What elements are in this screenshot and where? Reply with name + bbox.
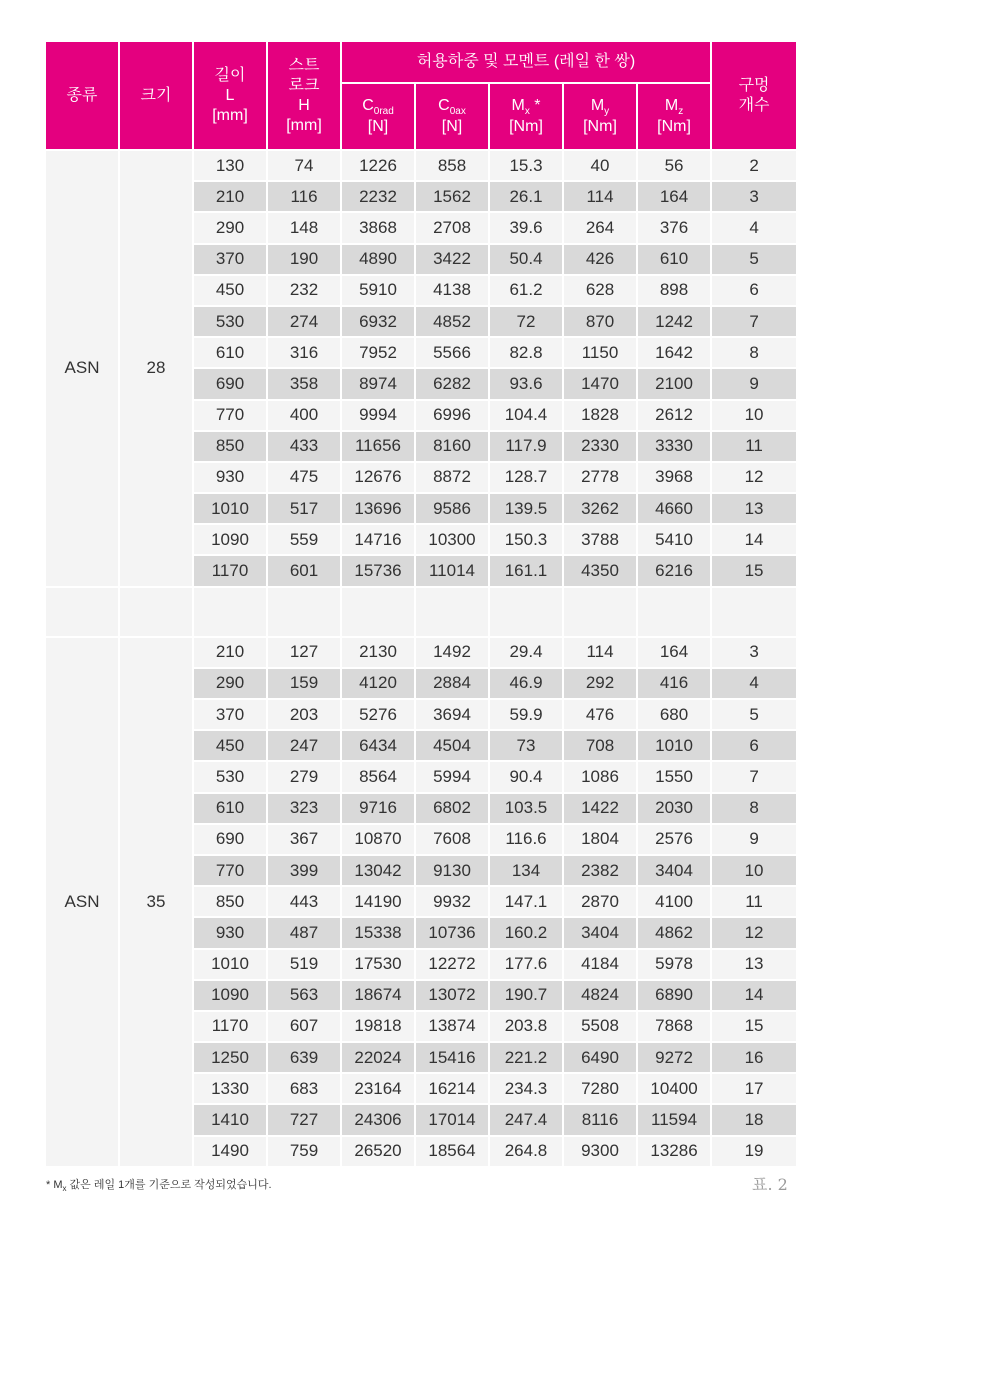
length-cell: 930 bbox=[194, 463, 266, 492]
stroke-cell: 316 bbox=[268, 338, 340, 367]
my-cell: 1828 bbox=[564, 401, 636, 430]
mx-cell: 72 bbox=[490, 307, 562, 336]
holes-cell: 9 bbox=[712, 825, 796, 854]
mz-cell: 2576 bbox=[638, 825, 710, 854]
holes-cell: 6 bbox=[712, 731, 796, 760]
my-cell: 9300 bbox=[564, 1137, 636, 1166]
my-cell: 4350 bbox=[564, 556, 636, 585]
holes-cell: 14 bbox=[712, 525, 796, 554]
mz-cell: 6216 bbox=[638, 556, 710, 585]
header-c0ax: $C_{0ax}$ [N] bbox=[416, 84, 488, 149]
mx-cell: 150.3 bbox=[490, 525, 562, 554]
length-cell: 210 bbox=[194, 182, 266, 211]
c0ax-cell: 9932 bbox=[416, 887, 488, 916]
my-cell: 5508 bbox=[564, 1012, 636, 1041]
mx-cell: 90.4 bbox=[490, 762, 562, 791]
mx-cell: 117.9 bbox=[490, 432, 562, 461]
my-cell: 4184 bbox=[564, 950, 636, 979]
c0ax-cell: 11014 bbox=[416, 556, 488, 585]
mz-cell: 11594 bbox=[638, 1105, 710, 1134]
c0rad-cell: 17530 bbox=[342, 950, 414, 979]
c0ax-cell: 5566 bbox=[416, 338, 488, 367]
c0ax-cell: 9586 bbox=[416, 494, 488, 523]
mz-cell: 898 bbox=[638, 276, 710, 305]
type-cell: ASN bbox=[46, 151, 118, 586]
header-stroke-line: [mm] bbox=[286, 116, 322, 134]
mx-cell: 160.2 bbox=[490, 918, 562, 947]
spacer-cell bbox=[416, 588, 488, 636]
spacer-cell bbox=[46, 588, 118, 636]
mz-cell: 164 bbox=[638, 638, 710, 667]
length-cell: 210 bbox=[194, 638, 266, 667]
holes-cell: 12 bbox=[712, 918, 796, 947]
my-cell: 3404 bbox=[564, 918, 636, 947]
mx-cell: 264.8 bbox=[490, 1137, 562, 1166]
length-cell: 130 bbox=[194, 151, 266, 180]
c0rad-cell: 2232 bbox=[342, 182, 414, 211]
length-cell: 290 bbox=[194, 669, 266, 698]
header-length-line: L bbox=[225, 86, 235, 104]
my-cell: 2330 bbox=[564, 432, 636, 461]
c0ax-cell: 13072 bbox=[416, 981, 488, 1010]
my-cell: 3788 bbox=[564, 525, 636, 554]
mz-cell: 4660 bbox=[638, 494, 710, 523]
mz-cell: 5978 bbox=[638, 950, 710, 979]
holes-cell: 11 bbox=[712, 887, 796, 916]
mz-cell: 3404 bbox=[638, 856, 710, 885]
c0rad-cell: 9994 bbox=[342, 401, 414, 430]
mz-cell: 4100 bbox=[638, 887, 710, 916]
mz-cell: 3330 bbox=[638, 432, 710, 461]
c0ax-cell: 9130 bbox=[416, 856, 488, 885]
c0rad-cell: 8974 bbox=[342, 369, 414, 398]
my-cell: 114 bbox=[564, 182, 636, 211]
stroke-cell: 683 bbox=[268, 1074, 340, 1103]
length-cell: 1090 bbox=[194, 981, 266, 1010]
my-cell: 628 bbox=[564, 276, 636, 305]
my-cell: 476 bbox=[564, 700, 636, 729]
c0ax-cell: 17014 bbox=[416, 1105, 488, 1134]
table-number: 표. 2 bbox=[752, 1175, 788, 1194]
my-cell: 2382 bbox=[564, 856, 636, 885]
spacer-cell bbox=[638, 588, 710, 636]
c0rad-cell: 15338 bbox=[342, 918, 414, 947]
my-cell: 6490 bbox=[564, 1043, 636, 1072]
mx-cell: 73 bbox=[490, 731, 562, 760]
load-moment-table bbox=[44, 40, 798, 1168]
length-cell: 530 bbox=[194, 762, 266, 791]
header-type: 종류 bbox=[46, 42, 118, 149]
c0rad-cell: 11656 bbox=[342, 432, 414, 461]
c0ax-cell: 2884 bbox=[416, 669, 488, 698]
mz-cell: 2030 bbox=[638, 794, 710, 823]
length-cell: 290 bbox=[194, 213, 266, 242]
c0rad-cell: 8564 bbox=[342, 762, 414, 791]
my-cell: 8116 bbox=[564, 1105, 636, 1134]
mz-cell: 10400 bbox=[638, 1074, 710, 1103]
table-header bbox=[46, 42, 796, 149]
holes-cell: 11 bbox=[712, 432, 796, 461]
header-mz: $M_z$ [Nm] bbox=[638, 84, 710, 149]
stroke-cell: 433 bbox=[268, 432, 340, 461]
stroke-cell: 323 bbox=[268, 794, 340, 823]
mx-cell: 93.6 bbox=[490, 369, 562, 398]
stroke-cell: 127 bbox=[268, 638, 340, 667]
header-mx: $M_x$ * [Nm] bbox=[490, 84, 562, 149]
mx-cell: 190.7 bbox=[490, 981, 562, 1010]
mx-cell: 46.9 bbox=[490, 669, 562, 698]
c0rad-cell: 14716 bbox=[342, 525, 414, 554]
length-cell: 610 bbox=[194, 794, 266, 823]
c0ax-cell: 6282 bbox=[416, 369, 488, 398]
holes-cell: 10 bbox=[712, 856, 796, 885]
c0ax-cell: 6802 bbox=[416, 794, 488, 823]
c0rad-cell: 3868 bbox=[342, 213, 414, 242]
holes-cell: 15 bbox=[712, 556, 796, 585]
c0rad-cell: 12676 bbox=[342, 463, 414, 492]
c0ax-cell: 3422 bbox=[416, 245, 488, 274]
c0rad-cell: 4890 bbox=[342, 245, 414, 274]
holes-cell: 19 bbox=[712, 1137, 796, 1166]
spacer-cell bbox=[120, 588, 192, 636]
header-length bbox=[194, 42, 266, 149]
holes-cell: 2 bbox=[712, 151, 796, 180]
stroke-cell: 358 bbox=[268, 369, 340, 398]
holes-cell: 15 bbox=[712, 1012, 796, 1041]
length-cell: 450 bbox=[194, 731, 266, 760]
my-cell: 40 bbox=[564, 151, 636, 180]
length-cell: 690 bbox=[194, 369, 266, 398]
c0ax-cell: 6996 bbox=[416, 401, 488, 430]
stroke-cell: 607 bbox=[268, 1012, 340, 1041]
mz-cell: 13286 bbox=[638, 1137, 710, 1166]
mx-cell: 29.4 bbox=[490, 638, 562, 667]
holes-cell: 3 bbox=[712, 638, 796, 667]
my-cell: 1804 bbox=[564, 825, 636, 854]
mz-cell: 5410 bbox=[638, 525, 710, 554]
c0ax-cell: 2708 bbox=[416, 213, 488, 242]
stroke-cell: 159 bbox=[268, 669, 340, 698]
length-cell: 370 bbox=[194, 245, 266, 274]
length-cell: 610 bbox=[194, 338, 266, 367]
mx-cell: 177.6 bbox=[490, 950, 562, 979]
stroke-cell: 367 bbox=[268, 825, 340, 854]
holes-cell: 8 bbox=[712, 794, 796, 823]
length-cell: 1330 bbox=[194, 1074, 266, 1103]
stroke-cell: 601 bbox=[268, 556, 340, 585]
mx-cell: 221.2 bbox=[490, 1043, 562, 1072]
stroke-cell: 148 bbox=[268, 213, 340, 242]
c0ax-cell: 7608 bbox=[416, 825, 488, 854]
stroke-cell: 517 bbox=[268, 494, 340, 523]
my-cell: 1086 bbox=[564, 762, 636, 791]
length-cell: 450 bbox=[194, 276, 266, 305]
holes-cell: 5 bbox=[712, 700, 796, 729]
c0rad-cell: 26520 bbox=[342, 1137, 414, 1166]
c0ax-cell: 10300 bbox=[416, 525, 488, 554]
c0rad-cell: 13042 bbox=[342, 856, 414, 885]
c0rad-cell: 9716 bbox=[342, 794, 414, 823]
c0rad-cell: 10870 bbox=[342, 825, 414, 854]
mx-cell: 134 bbox=[490, 856, 562, 885]
my-cell: 3262 bbox=[564, 494, 636, 523]
holes-cell: 13 bbox=[712, 494, 796, 523]
c0rad-cell: 2130 bbox=[342, 638, 414, 667]
stroke-cell: 190 bbox=[268, 245, 340, 274]
holes-cell: 17 bbox=[712, 1074, 796, 1103]
mz-cell: 2612 bbox=[638, 401, 710, 430]
stroke-cell: 203 bbox=[268, 700, 340, 729]
holes-cell: 3 bbox=[712, 182, 796, 211]
c0rad-cell: 19818 bbox=[342, 1012, 414, 1041]
stroke-cell: 519 bbox=[268, 950, 340, 979]
mz-cell: 1242 bbox=[638, 307, 710, 336]
holes-cell: 13 bbox=[712, 950, 796, 979]
my-cell: 2870 bbox=[564, 887, 636, 916]
length-cell: 1090 bbox=[194, 525, 266, 554]
spacer-cell bbox=[342, 588, 414, 636]
my-cell: 114 bbox=[564, 638, 636, 667]
c0ax-cell: 16214 bbox=[416, 1074, 488, 1103]
c0rad-cell: 24306 bbox=[342, 1105, 414, 1134]
length-cell: 930 bbox=[194, 918, 266, 947]
table-row bbox=[46, 151, 796, 180]
group-spacer-row bbox=[46, 588, 796, 636]
my-cell: 426 bbox=[564, 245, 636, 274]
stroke-cell: 563 bbox=[268, 981, 340, 1010]
c0ax-cell: 13874 bbox=[416, 1012, 488, 1041]
length-cell: 1410 bbox=[194, 1105, 266, 1134]
length-cell: 370 bbox=[194, 700, 266, 729]
mz-cell: 376 bbox=[638, 213, 710, 242]
c0ax-cell: 1562 bbox=[416, 182, 488, 211]
mz-cell: 3968 bbox=[638, 463, 710, 492]
my-cell: 292 bbox=[564, 669, 636, 698]
stroke-cell: 475 bbox=[268, 463, 340, 492]
header-stroke-line: H bbox=[298, 96, 310, 114]
mx-cell: 61.2 bbox=[490, 276, 562, 305]
size-cell: 35 bbox=[120, 638, 192, 1166]
holes-cell: 18 bbox=[712, 1105, 796, 1134]
length-cell: 1170 bbox=[194, 1012, 266, 1041]
mz-cell: 164 bbox=[638, 182, 710, 211]
stroke-cell: 759 bbox=[268, 1137, 340, 1166]
spacer-cell bbox=[268, 588, 340, 636]
c0ax-cell: 1492 bbox=[416, 638, 488, 667]
mx-cell: 203.8 bbox=[490, 1012, 562, 1041]
my-cell: 264 bbox=[564, 213, 636, 242]
c0ax-cell: 4852 bbox=[416, 307, 488, 336]
mx-cell: 234.3 bbox=[490, 1074, 562, 1103]
mz-cell: 610 bbox=[638, 245, 710, 274]
c0ax-cell: 3694 bbox=[416, 700, 488, 729]
spec-table-container bbox=[46, 42, 790, 1166]
holes-cell: 12 bbox=[712, 463, 796, 492]
my-cell: 4824 bbox=[564, 981, 636, 1010]
holes-cell: 10 bbox=[712, 401, 796, 430]
spacer-cell bbox=[194, 588, 266, 636]
header-stroke-line: 스트 bbox=[288, 56, 320, 74]
header-stroke-line: 로크 bbox=[288, 76, 320, 94]
my-cell: 1150 bbox=[564, 338, 636, 367]
length-cell: 1250 bbox=[194, 1043, 266, 1072]
spacer-cell bbox=[564, 588, 636, 636]
mx-cell: 50.4 bbox=[490, 245, 562, 274]
header-length-line: 길이 bbox=[214, 66, 246, 84]
mz-cell: 680 bbox=[638, 700, 710, 729]
c0rad-cell: 4120 bbox=[342, 669, 414, 698]
stroke-cell: 559 bbox=[268, 525, 340, 554]
mz-cell: 4862 bbox=[638, 918, 710, 947]
mz-cell: 416 bbox=[638, 669, 710, 698]
my-cell: 7280 bbox=[564, 1074, 636, 1103]
c0ax-cell: 5994 bbox=[416, 762, 488, 791]
stroke-cell: 399 bbox=[268, 856, 340, 885]
c0rad-cell: 15736 bbox=[342, 556, 414, 585]
holes-cell: 8 bbox=[712, 338, 796, 367]
stroke-cell: 274 bbox=[268, 307, 340, 336]
mx-cell: 104.4 bbox=[490, 401, 562, 430]
mx-cell: 147.1 bbox=[490, 887, 562, 916]
length-cell: 850 bbox=[194, 887, 266, 916]
c0rad-cell: 22024 bbox=[342, 1043, 414, 1072]
length-cell: 1490 bbox=[194, 1137, 266, 1166]
holes-cell: 16 bbox=[712, 1043, 796, 1072]
header-holes bbox=[712, 42, 796, 149]
header-holes-line: 구멍 bbox=[738, 76, 770, 94]
c0ax-cell: 4138 bbox=[416, 276, 488, 305]
stroke-cell: 247 bbox=[268, 731, 340, 760]
mz-cell: 2100 bbox=[638, 369, 710, 398]
stroke-cell: 443 bbox=[268, 887, 340, 916]
holes-cell: 4 bbox=[712, 669, 796, 698]
mx-cell: 39.6 bbox=[490, 213, 562, 242]
stroke-cell: 116 bbox=[268, 182, 340, 211]
mx-cell: 82.8 bbox=[490, 338, 562, 367]
holes-cell: 5 bbox=[712, 245, 796, 274]
c0rad-cell: 18674 bbox=[342, 981, 414, 1010]
header-holes-line: 개수 bbox=[738, 96, 770, 114]
mz-cell: 1550 bbox=[638, 762, 710, 791]
stroke-cell: 74 bbox=[268, 151, 340, 180]
header-load-group: 허용하중 및 모멘트 (레일 한 쌍) bbox=[342, 42, 710, 82]
mx-cell: 116.6 bbox=[490, 825, 562, 854]
spacer-cell bbox=[490, 588, 562, 636]
my-cell: 2778 bbox=[564, 463, 636, 492]
c0ax-cell: 15416 bbox=[416, 1043, 488, 1072]
header-c0rad: $C_{0rad}$ [N] bbox=[342, 84, 414, 149]
stroke-cell: 487 bbox=[268, 918, 340, 947]
c0ax-cell: 12272 bbox=[416, 950, 488, 979]
header-stroke bbox=[268, 42, 340, 149]
size-cell: 28 bbox=[120, 151, 192, 586]
c0ax-cell: 18564 bbox=[416, 1137, 488, 1166]
mx-cell: 59.9 bbox=[490, 700, 562, 729]
length-cell: 770 bbox=[194, 856, 266, 885]
header-length-line: [mm] bbox=[212, 106, 248, 124]
holes-cell: 7 bbox=[712, 762, 796, 791]
c0rad-cell: 14190 bbox=[342, 887, 414, 916]
mz-cell: 9272 bbox=[638, 1043, 710, 1072]
holes-cell: 9 bbox=[712, 369, 796, 398]
footnote: * $M_x$ 값은 레일 1개를 기준으로 작성되었습니다. bbox=[46, 1179, 272, 1194]
c0rad-cell: 7952 bbox=[342, 338, 414, 367]
table-row bbox=[46, 638, 796, 667]
type-cell: ASN bbox=[46, 638, 118, 1166]
holes-cell: 4 bbox=[712, 213, 796, 242]
my-cell: 1422 bbox=[564, 794, 636, 823]
c0rad-cell: 5276 bbox=[342, 700, 414, 729]
my-cell: 870 bbox=[564, 307, 636, 336]
c0rad-cell: 23164 bbox=[342, 1074, 414, 1103]
stroke-cell: 400 bbox=[268, 401, 340, 430]
mz-cell: 1642 bbox=[638, 338, 710, 367]
length-cell: 1010 bbox=[194, 950, 266, 979]
stroke-cell: 727 bbox=[268, 1105, 340, 1134]
mz-cell: 7868 bbox=[638, 1012, 710, 1041]
mz-cell: 56 bbox=[638, 151, 710, 180]
mx-cell: 161.1 bbox=[490, 556, 562, 585]
spacer-cell bbox=[712, 588, 796, 636]
mx-cell: 139.5 bbox=[490, 494, 562, 523]
header-my: $M_y$ [Nm] bbox=[564, 84, 636, 149]
my-cell: 1470 bbox=[564, 369, 636, 398]
length-cell: 770 bbox=[194, 401, 266, 430]
stroke-cell: 639 bbox=[268, 1043, 340, 1072]
length-cell: 690 bbox=[194, 825, 266, 854]
mx-cell: 26.1 bbox=[490, 182, 562, 211]
mz-cell: 1010 bbox=[638, 731, 710, 760]
holes-cell: 7 bbox=[712, 307, 796, 336]
length-cell: 1170 bbox=[194, 556, 266, 585]
mx-cell: 103.5 bbox=[490, 794, 562, 823]
c0rad-cell: 13696 bbox=[342, 494, 414, 523]
mx-cell: 247.4 bbox=[490, 1105, 562, 1134]
my-cell: 708 bbox=[564, 731, 636, 760]
holes-cell: 14 bbox=[712, 981, 796, 1010]
holes-cell: 6 bbox=[712, 276, 796, 305]
mz-cell: 6890 bbox=[638, 981, 710, 1010]
length-cell: 850 bbox=[194, 432, 266, 461]
c0ax-cell: 10736 bbox=[416, 918, 488, 947]
header-size: 크기 bbox=[120, 42, 192, 149]
c0rad-cell: 6434 bbox=[342, 731, 414, 760]
stroke-cell: 279 bbox=[268, 762, 340, 791]
c0rad-cell: 5910 bbox=[342, 276, 414, 305]
table-body bbox=[46, 151, 796, 1166]
length-cell: 1010 bbox=[194, 494, 266, 523]
c0rad-cell: 1226 bbox=[342, 151, 414, 180]
mx-cell: 15.3 bbox=[490, 151, 562, 180]
mx-cell: 128.7 bbox=[490, 463, 562, 492]
stroke-cell: 232 bbox=[268, 276, 340, 305]
c0ax-cell: 858 bbox=[416, 151, 488, 180]
c0rad-cell: 6932 bbox=[342, 307, 414, 336]
c0ax-cell: 4504 bbox=[416, 731, 488, 760]
c0ax-cell: 8160 bbox=[416, 432, 488, 461]
length-cell: 530 bbox=[194, 307, 266, 336]
c0ax-cell: 8872 bbox=[416, 463, 488, 492]
